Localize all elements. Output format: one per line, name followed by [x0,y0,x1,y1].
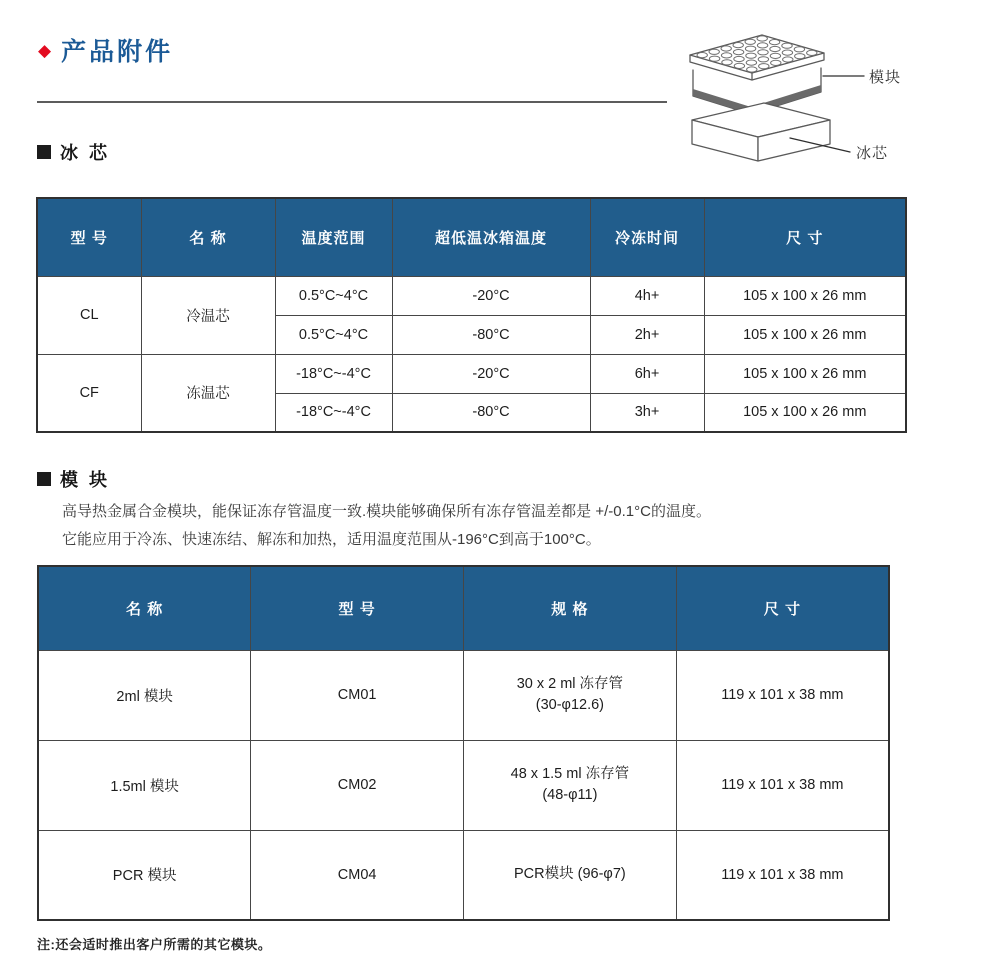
cell-freeze-time: 4h+ [590,276,704,315]
spec-line1: 30 x 2 ml 冻存管 [516,676,624,692]
page-title-row [38,32,173,68]
product-illustration [652,10,987,175]
module-table [37,565,890,921]
page-title: 产品附件 [61,38,174,66]
col-model: 型 号 [37,198,141,276]
cell-size: 119 x 101 x 38 mm [676,830,889,920]
table-row [37,276,906,315]
cell-size: 119 x 101 x 38 mm [676,740,889,830]
cell-temp-range: -18°C~-4°C [275,354,392,393]
cell-name: 2ml 模块 [38,650,251,740]
col-temp-range: 温度范围 [275,198,392,276]
table-row [38,740,889,830]
ice-core-table [36,197,907,433]
cell-temp-range: 0.5°C~4°C [275,315,392,354]
table-header-row [38,566,889,650]
col-name: 名 称 [38,566,251,650]
cell-model: CL [37,276,141,354]
cell-model: CF [37,354,141,432]
cell-name: PCR 模块 [38,830,251,920]
cell-freeze-time: 2h+ [590,315,704,354]
section-module-label: 模 块 [60,470,111,490]
cell-model: CM02 [251,740,464,830]
section-ice-core [37,139,110,165]
module-ice-core-drawing [652,10,987,175]
diamond-bullet-icon: ◆ [38,40,52,60]
cell-model: CM04 [251,830,464,920]
col-name: 名 称 [141,198,275,276]
table-row [37,354,906,393]
square-bullet-icon [37,145,51,159]
cell-model: CM01 [251,650,464,740]
cell-size: 105 x 100 x 26 mm [704,276,906,315]
spec-line1: 48 x 1.5 ml 冻存管 [510,766,630,782]
col-model: 型 号 [251,566,464,650]
title-divider [37,101,667,103]
module-description-line2: 它能应用于冷冻、快速冻结、解冻和加热，适用温度范围从-196°C到高于100°C。 [62,531,601,548]
cell-temp-range: -18°C~-4°C [275,393,392,432]
spec-line1: PCR模块 (96-φ7) [514,866,626,883]
col-freezer-temp: 超低温冰箱温度 [392,198,590,276]
ice-core-label: 冰芯 [856,145,889,162]
col-freeze-time: 冷冻时间 [590,198,704,276]
square-bullet-icon [37,472,51,486]
spec-line2: (30-φ12.6) [535,697,604,713]
cell-freeze-time: 3h+ [590,393,704,432]
col-size: 尺 寸 [704,198,906,276]
cell-freeze-time: 6h+ [590,354,704,393]
cell-size: 105 x 100 x 26 mm [704,393,906,432]
cell-freezer-temp: -20°C [392,354,590,393]
cell-name: 冻温芯 [141,354,275,432]
cell-spec [464,740,677,830]
module-description [62,498,972,554]
cell-size: 119 x 101 x 38 mm [676,650,889,740]
table-header-row [37,198,906,276]
section-ice-core-label: 冰 芯 [60,143,111,163]
cell-freezer-temp: -80°C [392,315,590,354]
cell-size: 105 x 100 x 26 mm [704,354,906,393]
cell-name: 1.5ml 模块 [38,740,251,830]
cell-name: 冷温芯 [141,276,275,354]
footnote: 注:还会适时推出客户所需的其它模块。 [37,937,272,952]
col-spec: 规 格 [464,566,677,650]
col-size: 尺 寸 [676,566,889,650]
table-row [38,650,889,740]
cell-temp-range: 0.5°C~4°C [275,276,392,315]
cell-freezer-temp: -20°C [392,276,590,315]
spec-line2: (48-φ11) [542,787,598,803]
module-description-line1: 高导热金属合金模块，能保证冻存管温度一致.模块能够确保所有冻存管温差都是 +/-0.1°C的温度。 [62,503,711,520]
cell-freezer-temp: -80°C [392,393,590,432]
module-label: 模块 [869,69,902,86]
table-row [38,830,889,920]
cell-spec [464,830,677,920]
section-module [37,466,110,492]
cell-size: 105 x 100 x 26 mm [704,315,906,354]
cell-spec [464,650,677,740]
